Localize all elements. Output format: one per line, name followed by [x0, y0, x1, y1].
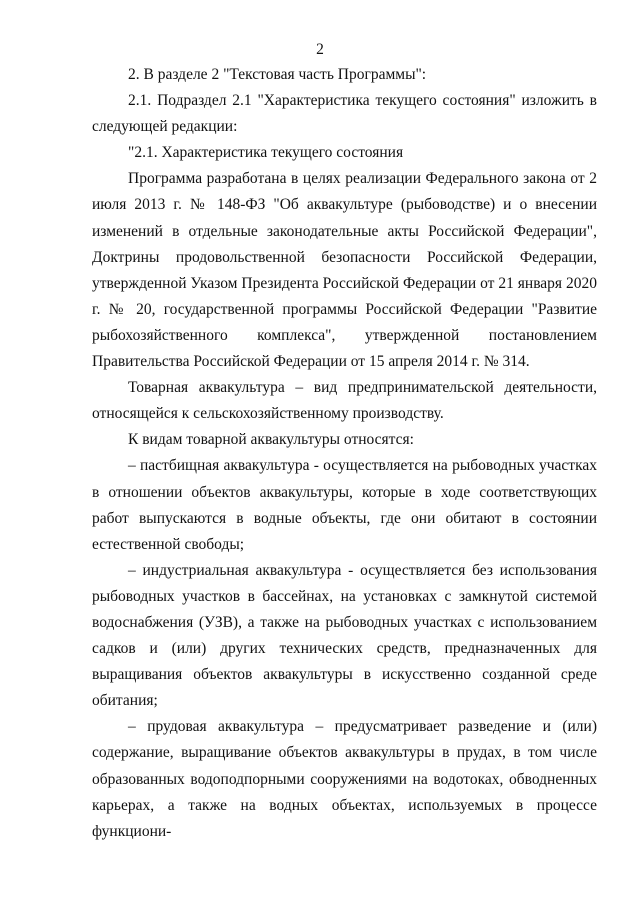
page-number: 2: [316, 41, 324, 58]
aquaculture-definition-paragraph: Товарная аквакультура – вид предпринимательской деятельности, относящейся к сельскохозяйственному производству.: [92, 379, 597, 423]
subsection-title-paragraph: "2.1. Характеристика текущего состояния: [128, 144, 404, 162]
program-basis-paragraph: Программа разработана в целях реализации Федерального закона от 2 июля 2013 г. № 148-ФЗ "Об аквакультуре (рыбоводстве) и о внесении изменений в отдельные законодательные акты Российской Федерации", Доктрины продовольственной безопасности Российской Федерации, утвержденной Указом Президента Российской Федерации от 21 января 2020 г. № 20, государственной программы Российской Федерации "Развитие рыбохозяйственного комплекса", утвержденной постановлением Правительства Российской Федерации от 15 апреля 2014 г. № 314.: [92, 170, 597, 371]
section-heading-paragraph: 2. В разделе 2 "Текстовая часть Программы":: [128, 66, 427, 83]
document-body: [92, 62, 597, 845]
industrial-aquaculture-paragraph: – индустриальная аквакультура - осуществляется без использования рыбоводных участков в бассейнах, на установках с замкнутой системой водоснабжения (УЗВ), а также на рыбоводных участках с использованием садков и (или) других технических средств, предназначенных для выращивания объектов аквакультуры в искусственно созданной среде обитания;: [92, 561, 597, 710]
pasture-aquaculture-paragraph: – пастбищная аквакультура - осуществляется на рыбоводных участках в отношении объектов аквакультуры, которые в ходе соответствующих работ выпускаются в водные объекты, где они обитают в состоянии естественной свободы;: [92, 457, 597, 553]
subsection-instruction-paragraph: 2.1. Подраздел 2.1 "Характеристика текущего состояния" изложить в следующей редакции:: [92, 92, 597, 136]
pond-aquaculture-paragraph: – прудовая аквакультура – предусматривает разведение и (или) содержание, выращивание объектов аквакультуры в прудах, в том числе образованных водоподпорными сооружениями на водотоках, обводненных карьерах, а также на водных объектах, используемых в процессе функциони-: [92, 718, 597, 840]
aquaculture-types-intro-paragraph: К видам товарной аквакультуры относятся:: [128, 431, 414, 449]
